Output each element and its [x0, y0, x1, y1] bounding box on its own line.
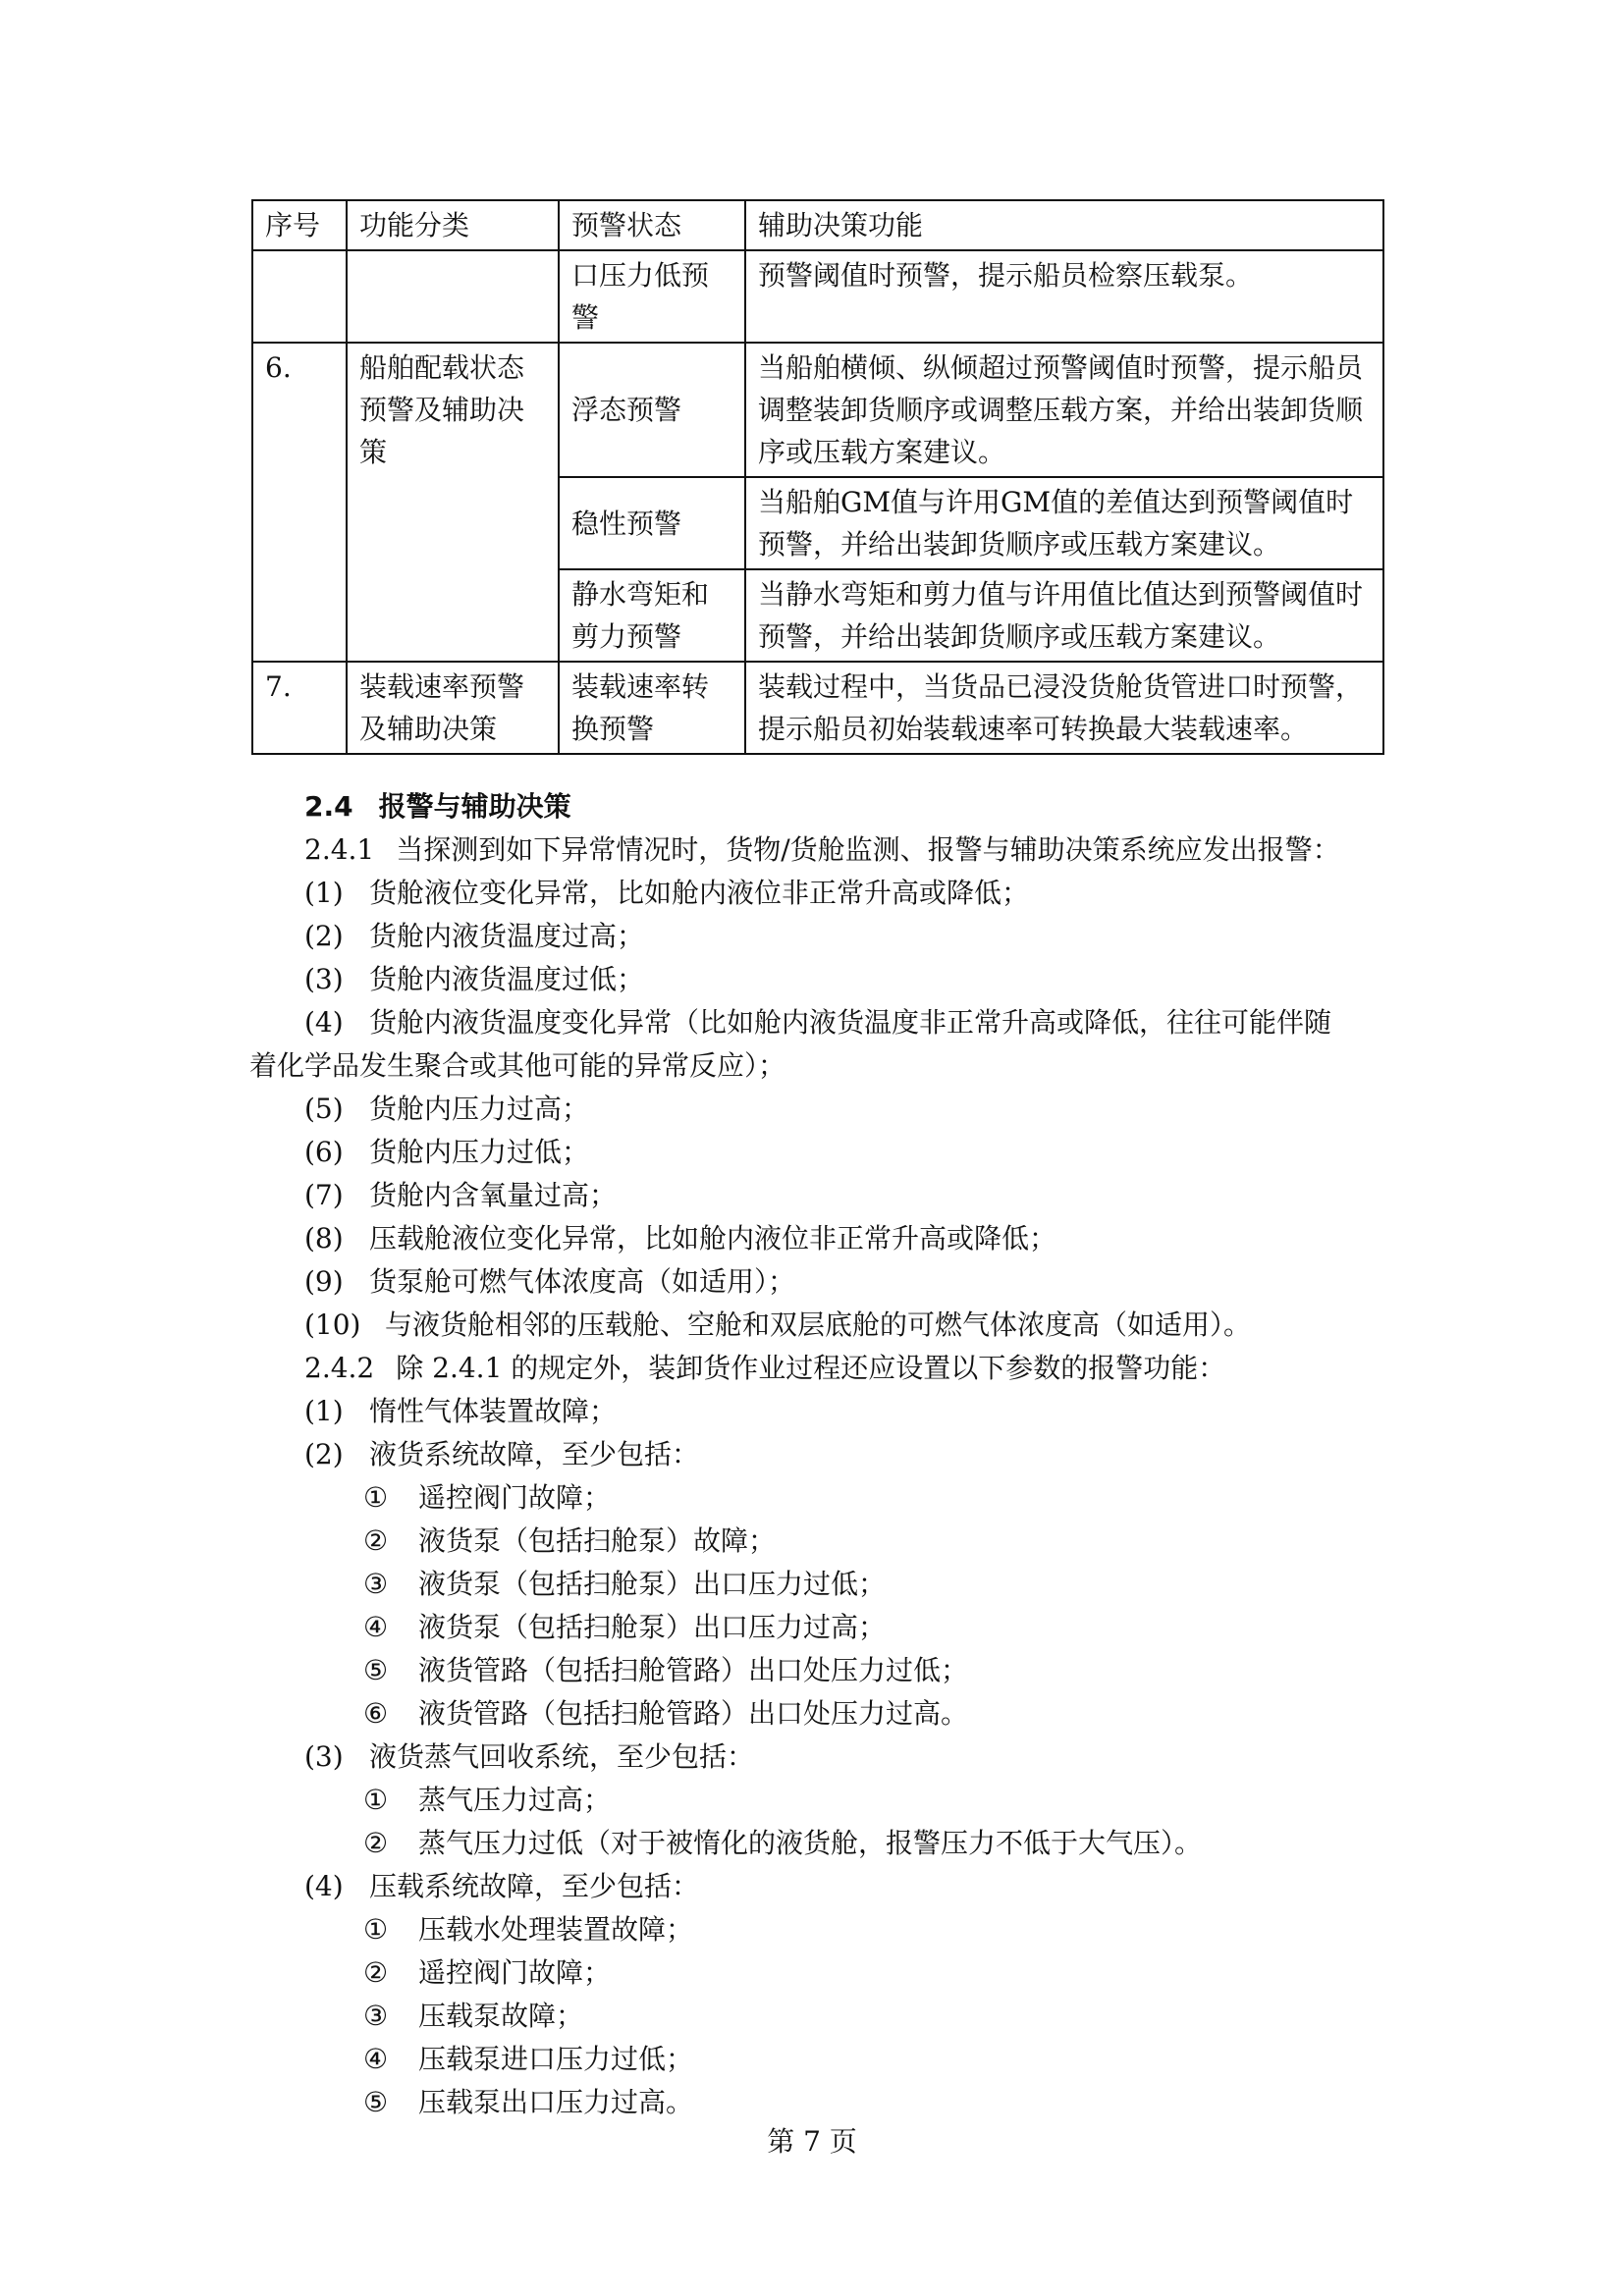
list-item: (10) 与液货舱相邻的压载舱、空舱和双层底舱的可燃气体浓度高（如适用）。 [304, 1308, 1252, 1341]
table-cell-desc: 装载过程中，当货品已浸没货舱货管进口时预警，提示船员初始装载速率可转换最大装载速率。 [745, 662, 1383, 754]
sub-list-item: ⑥ 液货管路（包括扫舱管路）出口处压力过高。 [363, 1697, 969, 1730]
section-title-text: 报警与辅助决策 [378, 790, 571, 823]
table-cell-status: 口压力低预警 [559, 250, 745, 343]
table-cell-status: 装载速率转换预警 [559, 662, 745, 754]
table-cell-num: 6. [252, 343, 347, 662]
table-cell-status: 静水弯矩和剪力预警 [559, 569, 745, 662]
sub-list-item: ① 压载水处理装置故障； [363, 1913, 694, 1946]
header-cell-status: 预警状态 [559, 200, 745, 250]
sub-list-item: ② 蒸气压力过低（对于被惰化的液货舱，报警压力不低于大气压）。 [363, 1827, 1203, 1859]
sub-list-item: ④ 液货泵（包括扫舱泵）出口压力过高； [363, 1611, 887, 1643]
clause-text: 当探测到如下异常情况时，货物/货舱监测、报警与辅助决策系统应发出报警： [396, 833, 1340, 866]
list-item: (4) 压载系统故障，至少包括： [304, 1870, 700, 1902]
list-item: (3) 货舱内液货温度过低； [304, 963, 645, 995]
clause-number: 2.4.1 [304, 833, 375, 866]
list-item: (3) 液货蒸气回收系统，至少包括： [304, 1740, 755, 1773]
header-cell-function: 辅助决策功能 [745, 200, 1383, 250]
table-cell-empty [347, 250, 559, 343]
sub-list-item: ② 遥控阀门故障； [363, 1956, 612, 1989]
table-cell-category: 船舶配载状态预警及辅助决策 [347, 343, 559, 662]
list-item: (1) 货舱液位变化异常，比如舱内液位非正常升高或降低； [304, 877, 1030, 909]
clause-text: 除 2.4.1 的规定外，装卸货作业过程还应设置以下参数的报警功能： [396, 1352, 1226, 1384]
list-item: (7) 货舱内含氧量过高； [304, 1179, 618, 1211]
header-cell-category: 功能分类 [347, 200, 559, 250]
sub-list-item: ① 遥控阀门故障； [363, 1481, 612, 1514]
sub-list-item: ① 蒸气压力过高； [363, 1784, 612, 1816]
sub-list-item: ④ 压载泵进口压力过低； [363, 2043, 694, 2075]
header-cell-index: 序号 [252, 200, 347, 250]
table-header-row [252, 200, 1383, 250]
table-cell-status: 浮态预警 [559, 343, 745, 477]
list-item: (4) 货舱内液货温度变化异常（比如舱内液货温度非正常升高或降低，往往可能伴随 [304, 1006, 1332, 1039]
table-cell-category: 装载速率预警及辅助决策 [347, 662, 559, 754]
table-row [252, 662, 1383, 754]
list-item: (6) 货舱内压力过低； [304, 1136, 590, 1168]
table-cell-desc: 当船舶横倾、纵倾超过预警阈值时预警，提示船员调整装卸货顺序或调整压载方案，并给出装卸货顺序或压载方案建议。 [745, 343, 1383, 477]
table-cell-desc: 当静水弯矩和剪力值与许用值比值达到预警阈值时预警，并给出装卸货顺序或压载方案建议。 [745, 569, 1383, 662]
list-item: (8) 压载舱液位变化异常，比如舱内液位非正常升高或降低； [304, 1222, 1057, 1255]
section-number: 2.4 [304, 790, 353, 823]
clause-number: 2.4.2 [304, 1352, 375, 1384]
sub-list-item: ② 液货泵（包括扫舱泵）故障； [363, 1524, 777, 1557]
sub-list-item: ③ 液货泵（包括扫舱泵）出口压力过低； [363, 1568, 887, 1600]
list-item: (2) 液货系统故障，至少包括： [304, 1438, 700, 1470]
section-heading [304, 785, 571, 828]
table-row [252, 343, 1383, 477]
table-cell-desc: 预警阈值时预警，提示船员检察压载泵。 [745, 250, 1383, 343]
spec-table [251, 199, 1384, 755]
page-footer: 第 7 页 [767, 2125, 857, 2158]
list-item-continuation: 着化学品发生聚合或其他可能的异常反应）； [249, 1049, 786, 1082]
list-item: (1) 惰性气体装置故障； [304, 1395, 618, 1427]
sub-list-item: ⑤ 压载泵出口压力过高。 [363, 2086, 694, 2118]
clause-2-4-1 [304, 828, 1340, 872]
table-cell-num: 7. [252, 662, 347, 754]
sub-list-item: ⑤ 液货管路（包括扫舱管路）出口处压力过低； [363, 1654, 969, 1686]
table-cell-status: 稳性预警 [559, 477, 745, 569]
clause-2-4-2 [304, 1347, 1225, 1390]
list-item: (5) 货舱内压力过高； [304, 1093, 590, 1125]
sub-list-item: ③ 压载泵故障； [363, 2000, 584, 2032]
table-cell-desc: 当船舶GM值与许用GM值的差值达到预警阈值时预警，并给出装卸货顺序或压载方案建议。 [745, 477, 1383, 569]
list-item: (9) 货泵舱可燃气体浓度高（如适用）； [304, 1265, 796, 1298]
table-row [252, 250, 1383, 343]
list-item: (2) 货舱内液货温度过高； [304, 920, 645, 952]
table-cell-empty [252, 250, 347, 343]
